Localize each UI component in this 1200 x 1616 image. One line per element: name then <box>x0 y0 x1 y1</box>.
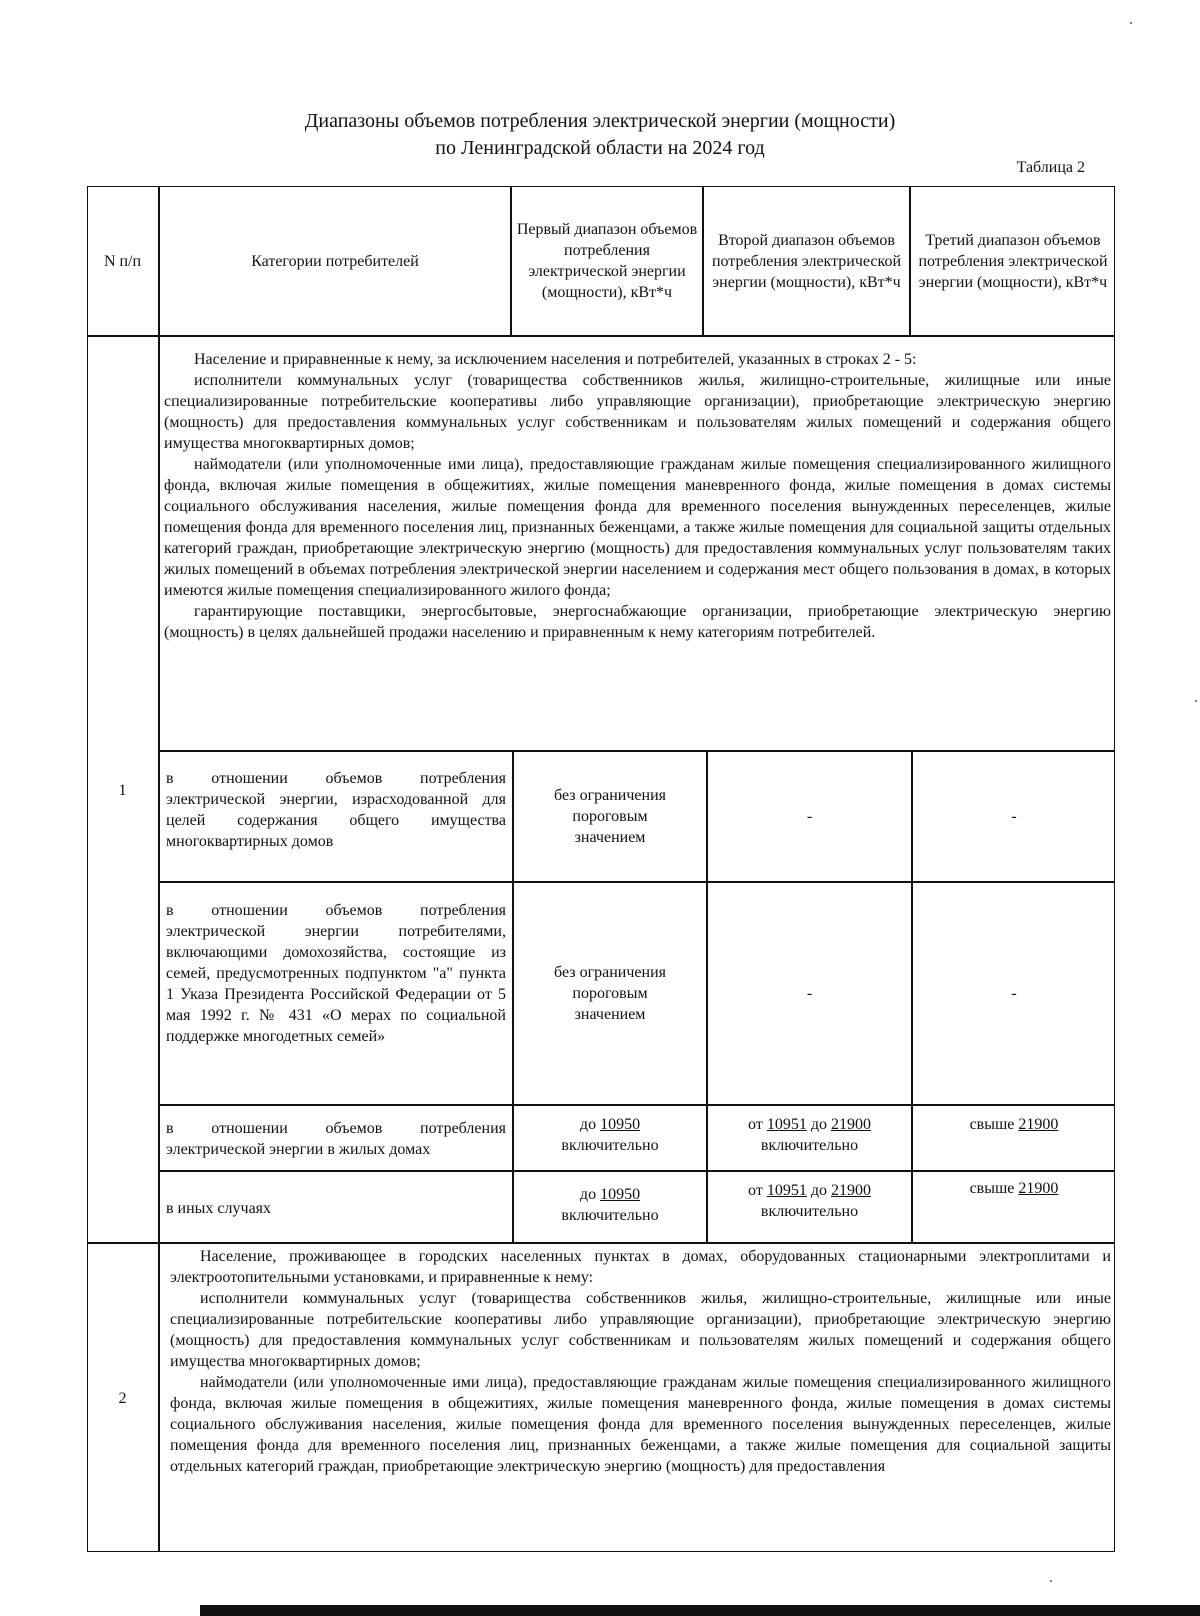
sub-c-category: в отношении объемов потребления электрической энергии в жилых домах <box>166 1120 506 1158</box>
header-num: N п/п <box>103 252 142 270</box>
sub-a-range-1: без ограничения пороговым значением <box>554 787 666 846</box>
sub-d-category: в иных случаях <box>166 1200 272 1217</box>
header-range-1: Первый диапазон объемов потребления электрической энергии (мощности), кВт*ч <box>516 221 698 301</box>
title-line-2: по Ленинградской области на 2024 год <box>435 137 765 159</box>
sub-b-category: в отношении объемов потребления электрической энергии потребителями, включающими домохозяйства, состоящие из семей, предусмотренных подпунктом "а" пункта 1 Указа Президента Российской Федерации от 5 мая 1992 г. № 431 «О мерах по социальной поддержке многодетных семей» <box>166 902 506 1045</box>
sub-a-range-2: - <box>806 808 813 825</box>
row-1-description <box>164 349 1111 643</box>
sub-a-range-3: - <box>1011 808 1017 825</box>
header-range-2: Второй диапазон объемов потребления электрической энергии (мощности), кВт*ч <box>711 231 902 291</box>
sub-b-range-2: - <box>806 985 813 1002</box>
table-label: Таблица 2 <box>1016 159 1085 176</box>
paragraph: наймодатели (или уполномоченные ими лица), предоставляющие гражданам жилые помещения специализированного жилищного фонда, включая жилые помещения в общежитиях, жилые помещения маневренного фонда, жилые помещения в домах системы социального обслуживания населения, жилые помещения фонда для временного поселения вынужденных переселенцев, жилые помещения фонда для временного поселения лиц, признанных беженцами, а также жилые помещения для социальной защиты отдельных категорий граждан, приобретающие электрическую энергию (мощность) для предоставления <box>170 1374 1111 1475</box>
sub-d-range-2: от 10951 до 21900 включительно <box>748 1182 871 1220</box>
paragraph: гарантирующие поставщики, энергосбытовые, энергоснабжающие организации, приобретающие электрическую энергию (мощность) в целях дальнейшей продажи населению и приравненным к нему категориям потребителей. <box>164 603 1111 641</box>
paragraph: наймодатели (или уполномоченные ими лица), предоставляющие гражданам жилые помещения специализированного жилищного фонда, включая жилые помещения в общежитиях, жилые помещения маневренного фонда, жилые помещения в домах системы социального обслуживания населения, жилые помещения фонда для временного поселения вынужденных переселенцев, жилые помещения фонда для временного поселения лиц, признанных беженцами, а также жилые помещения для социальной защиты отдельных категорий граждан, приобретающие электрическую энергию (мощность) для предоставления коммунальных услуг пользователям таких жилых помещений в объемах потребления электрической энергии населением и содержания мест общего пользования в домах, в которых имеются жилые помещения специализированного жилого фонда; <box>164 456 1111 599</box>
sub-d-range-1: до 10950 включительно <box>561 1186 659 1224</box>
sub-b-range-1: без ограничения пороговым значением <box>554 964 666 1023</box>
row-2-description <box>170 1246 1111 1550</box>
paragraph: Население, проживающее в городских населенных пунктах в домах, оборудованных стационарными электроплитами и электроотопительными установками, и приравненные к нему: <box>170 1248 1111 1286</box>
header-category: Категории потребителей <box>251 252 419 270</box>
sub-b-range-3: - <box>1011 985 1017 1002</box>
title-line-1: Диапазоны объемов потребления электрической энергии (мощности) <box>304 110 896 132</box>
row-1-number: 1 <box>118 781 127 799</box>
document-title <box>0 108 1200 162</box>
paragraph: исполнители коммунальных услуг (товарищества собственников жилья, жилищно-строительные, жилищные или иные специализированные потребительские кооперативы либо управляющие организации), приобретающие электрическую энергию (мощность) для предоставления коммунальных услуг собственникам и пользователям жилых помещений и содержания общего имущества многоквартирных домов; <box>170 1290 1111 1370</box>
paragraph: исполнители коммунальных услуг (товарищества собственников жилья, жилищно-строительные, жилищные или иные специализированные потребительские кооперативы либо управляющие организации), приобретающие электрическую энергию (мощность) для предоставления коммунальных услуг собственникам и пользователям жилых помещений и содержания общего имущества многоквартирных домов; <box>164 372 1111 452</box>
sub-d-range-3: свыше 21900 <box>969 1180 1059 1197</box>
sub-c-range-3: свыше 21900 <box>969 1116 1059 1133</box>
sub-a-category: в отношении объемов потребления электрической энергии, израсходованной для целей содержания общего имущества многоквартирных домов <box>166 770 506 850</box>
sub-c-range-2: от 10951 до 21900 включительно <box>748 1116 871 1154</box>
paragraph: Население и приравненные к нему, за исключением населения и потребителей, указанных в строках 2 - 5: <box>194 351 917 368</box>
scan-edge <box>200 1605 1200 1616</box>
header-range-3: Третий диапазон объемов потребления электрической энергии (мощности), кВт*ч <box>918 231 1108 291</box>
row-2-number: 2 <box>118 1389 127 1407</box>
sub-c-range-1: до 10950 включительно <box>561 1116 659 1154</box>
